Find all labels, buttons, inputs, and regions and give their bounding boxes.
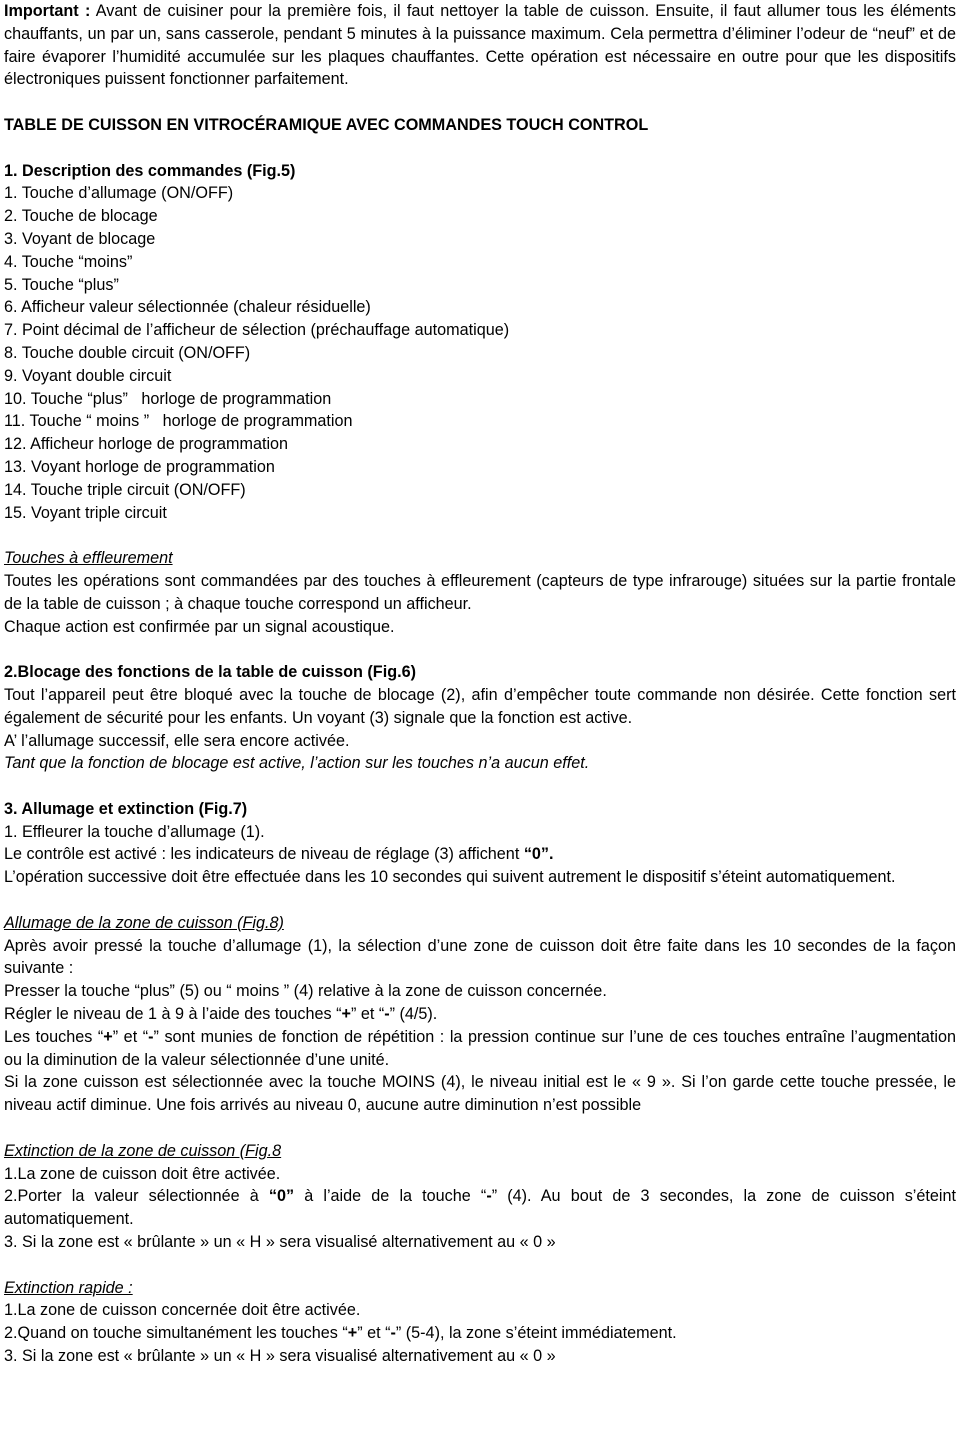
allumage-zone-paragraph-4 [4,1026,956,1072]
touches-paragraph-2: Chaque action est confirmée par un signal acoustique. [4,617,395,636]
document-title: TABLE DE CUISSON EN VITROCÉRAMIQUE AVEC COMMANDES TOUCH CONTROL [4,115,649,134]
plus-symbol: + [347,1324,358,1343]
list-item: 3. Voyant de blocage [4,229,156,248]
allumage-zone-paragraph-1: Après avoir pressé la touche d’allumage (1), la sélection d’une zone de cuisson doit être faite dans les 10 secondes de la façon suivante : [4,936,956,978]
section3-paragraph-2-text: Le contrôle est activé : les indicateurs de niveau de réglage (3) affichent [4,845,524,864]
section3-paragraph-2 [4,843,956,866]
list-item: 5. Touche “plus” [4,275,119,294]
list-item: 13. Voyant horloge de programmation [4,457,275,476]
minus-symbol: - [384,1005,390,1024]
intro-text: Avant de cuisiner pour la première fois, il faut nettoyer la table de cuisson. Ensuite, il faut allumer tous les éléments chauffants, un par un, sans casserole, pendant 5 minutes à la puissance maximum. Cela permettra d’éliminer l’odeur de “neuf” et de faire évaporer l’humidité accumulée sur les plaques chauffantes. Cette opération est nécessaire en outre pour que les dispositifs électroniques puissent fonctionner parfaitement. [4,2,956,89]
plus-symbol: + [341,1005,351,1024]
list-item: 6. Afficheur valeur sélectionnée (chaleur résiduelle) [4,298,371,317]
display-zero-value: “0” [268,1187,295,1206]
section3-paragraph-1: 1. Effleurer la touche d’allumage (1). [4,822,265,841]
minus-symbol: - [148,1027,154,1046]
intro-paragraph [4,0,956,91]
text-run: Régler le niveau de 1 à 9 à l’aide des touches “ [4,1005,342,1024]
section2-paragraph-2: A’ l’allumage successif, elle sera encore activée. [4,731,350,750]
plus-symbol: + [103,1027,113,1046]
text-run: ” et “ [112,1027,149,1046]
display-zero-value: “0”. [523,845,554,864]
text-run: Les touches “ [4,1027,104,1046]
intro-label: Important : [4,2,91,20]
minus-symbol: - [486,1187,492,1206]
list-item: 10. Touche “plus” horloge de programmation [4,389,332,408]
allumage-zone-paragraph-5: Si la zone cuisson est sélectionnée avec la touche MOINS (4), le niveau initial est le « 9 ». Si l’on garde cette touche pressée, le niveau actif diminue. Une fois arrivés au niveau 0, aucune autre diminution n’est possible [4,1073,956,1115]
list-item: 12. Afficheur horloge de programmation [4,435,289,454]
extinction-zone-paragraph-1: 1.La zone de cuisson doit être activée. [4,1164,281,1183]
section1-heading: 1. Description des commandes (Fig.5) [4,161,296,180]
list-item: 14. Touche triple circuit (ON/OFF) [4,480,246,499]
section2-heading: 2.Blocage des fonctions de la table de cuisson (Fig.6) [4,663,416,682]
text-run: ” (4). Au bout de 3 secondes, la zone de cuisson s’éteint automatiquement. [4,1187,956,1229]
allumage-zone-heading: Allumage de la zone de cuisson (Fig.8) [4,913,284,932]
list-item: 8. Touche double circuit (ON/OFF) [4,343,251,362]
text-run: à l’aide de la touche “ [294,1187,487,1206]
list-item: 11. Touche “ moins ” horloge de programmation [4,412,353,431]
list-item: 4. Touche “moins” [4,252,133,271]
extinction-rapide-heading: Extinction rapide : [4,1278,133,1297]
touches-heading: Touches à effleurement [4,549,173,568]
extinction-rapide-paragraph-1: 1.La zone de cuisson concernée doit être activée. [4,1301,361,1320]
list-item: 2. Touche de blocage [4,207,158,226]
minus-symbol: - [390,1324,396,1343]
section2-paragraph-1: Tout l’appareil peut être bloqué avec la touche de blocage (2), afin d’empêcher toute commande non désirée. Cette fonction sert également de sécurité pour les enfants. Un voyant (3) signale que la fonction est active. [4,685,956,727]
extinction-rapide-paragraph-3: 3. Si la zone est « brûlante » un « H » sera visualisé alternativement au « 0 » [4,1347,556,1366]
section2-paragraph-3: Tant que la fonction de blocage est active, l’action sur les touches n’a aucun effet. [4,754,590,773]
text-run: ” (4/5). [389,1005,438,1024]
text-run: ” sont munies de fonction de répétition : la pression continue sur l’une de ces touches entraîne l’augmentation ou la diminution de la valeur sélectionnée d’une unité. [4,1027,956,1069]
allumage-zone-paragraph-3 [4,1003,956,1026]
touches-paragraph-1: Toutes les opérations sont commandées par des touches à effleurement (capteurs de type infrarouge) situées sur la partie frontale de la table de cuisson ; à chaque touche correspond un afficheur. [4,571,956,613]
controls-description-list [4,182,956,524]
section3-paragraph-3: L’opération successive doit être effectuée dans les 10 secondes qui suivent autrement le dispositif s’éteint automatiquement. [4,868,896,887]
text-run: 2.Porter la valeur sélectionnée à [4,1187,269,1206]
text-run: ” et “ [350,1005,385,1024]
text-run: 2.Quand on touche simultanément les touches “ [4,1324,348,1343]
allumage-zone-paragraph-2: Presser la touche “plus” (5) ou “ moins ” (4) relative à la zone de cuisson concernée. [4,982,607,1001]
list-item: 7. Point décimal de l’afficheur de sélection (préchauffage automatique) [4,321,510,340]
text-run: ” et “ [357,1324,391,1343]
extinction-rapide-paragraph-2 [4,1322,956,1345]
text-run: ” (5-4), la zone s’éteint immédiatement. [395,1324,677,1343]
extinction-zone-paragraph-2 [4,1185,956,1231]
extinction-zone-paragraph-3: 3. Si la zone est « brûlante » un « H » sera visualisé alternativement au « 0 » [4,1233,556,1252]
list-item: 1. Touche d’allumage (ON/OFF) [4,184,234,203]
section3-heading: 3. Allumage et extinction (Fig.7) [4,799,248,818]
list-item: 15. Voyant triple circuit [4,503,167,522]
extinction-zone-heading: Extinction de la zone de cuisson (Fig.8 [4,1141,282,1160]
list-item: 9. Voyant double circuit [4,366,172,385]
